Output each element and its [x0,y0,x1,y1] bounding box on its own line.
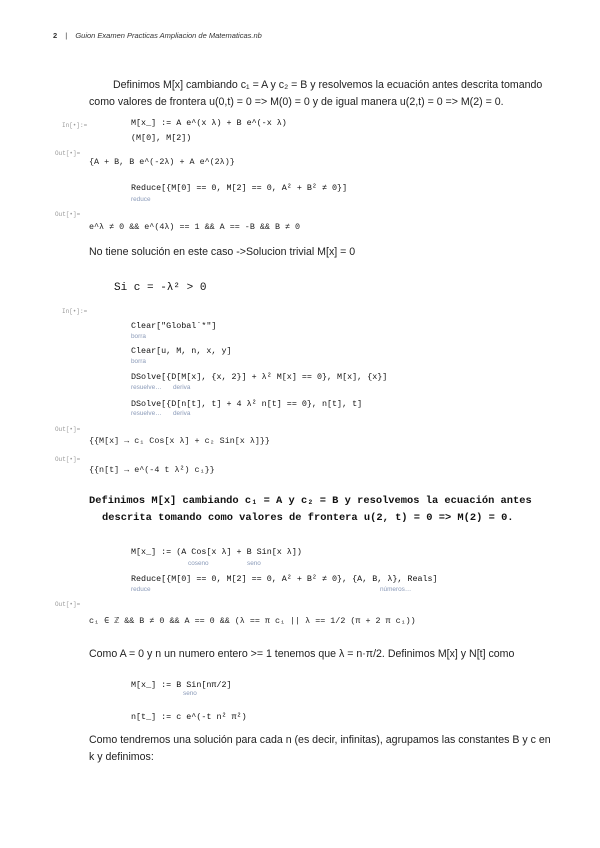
code-line[interactable]: DSolve[{D[n[t], t] + 4 λ² n[t] == 0}, n[t], t] [131,399,363,409]
code-line[interactable]: Reduce[{M[0] == 0, M[2] == 0, A² + B² ≠ 0}, {A, B, λ}, Reals] [131,574,438,584]
code-comment: borra [131,333,146,340]
code-comment: seno [247,560,261,567]
notebook-title: Guion Examen Practicas Ampliacion de Matematicas.nb [75,31,262,40]
header-separator: | [65,31,68,40]
code-comment: números… [380,586,412,593]
paragraph-line: Como tendremos una solución para cada n (es decir, infinitas), agrupamos las constantes B y c en [89,734,551,746]
output-expression: {{M[x] → c₁ Cos[x λ] + c₂ Sin[x λ]}} [89,436,270,446]
code-line[interactable]: M[x_] := (A Cos[x λ] + B Sin[x λ]) [131,547,302,557]
paragraph-line: k y definimos: [89,751,154,763]
code-line[interactable]: Reduce[{M[0] == 0, M[2] == 0, A² + B² ≠ 0}] [131,183,348,193]
code-line[interactable]: n[t_] := c e^(-t n² π²) [131,712,247,722]
code-comment: borra [131,358,146,365]
code-comment: deriva [173,384,191,391]
case-statement: Si c = -λ² > 0 [114,282,207,294]
code-line[interactable]: Clear[u, M, n, x, y] [131,346,232,356]
code-comment: seno [183,690,197,697]
code-comment: reduce [131,586,151,593]
input-label: In[•]:= [62,122,88,129]
paragraph-line: como valores de frontera u(0,t) = 0 => M(0) = 0 y de igual manera u(2,t) = 0 => M(2) = 0. [89,96,504,108]
output-expression: c₁ ∈ ℤ && B ≠ 0 && A == 0 && (λ == π c₁ || λ == 1/2 (π + 2 π c₁)) [89,616,416,626]
code-line[interactable]: M[x_] := B Sin[nπ/2] [131,680,232,690]
paragraph-line: No tiene solución en este caso ->Solucion trivial M[x] = 0 [89,246,356,258]
code-comment: deriva [173,410,191,417]
output-label: Out[•]= [55,456,81,463]
output-label: Out[•]= [55,601,81,608]
output-expression: {{n[t] → e^(-4 t λ²) c₁}} [89,465,215,475]
paragraph-line: Definimos M[x] cambiando c₁ = A y c₂ = B y resolvemos la ecuación antes descrita tomando [113,79,543,91]
input-label: In[•]:= [62,308,88,315]
code-comment: reduce [131,196,151,203]
output-label: Out[•]= [55,211,81,218]
output-expression: e^λ ≠ 0 && e^(4λ) == 1 && A == -B && B ≠ 0 [89,222,301,232]
code-line[interactable]: M[x_] := A e^(x λ) + B e^(-x λ) [131,118,287,128]
section-text: Definimos M[x] cambiando c₁ = A y c₂ = B y resolvemos la ecuación antes [89,495,532,507]
output-label: Out[•]= [55,150,81,157]
page-number: 2 [53,31,58,40]
output-label: Out[•]= [55,426,81,433]
page-header [53,31,262,40]
code-line[interactable]: DSolve[{D[M[x], {x, 2}] + λ² M[x] == 0}, M[x], {x}] [131,372,388,382]
code-comment: resuelve… [131,384,162,391]
code-line[interactable]: (M[0], M[2]) [131,133,192,143]
output-expression: {A + B, B e^(-2λ) + A e^(2λ)} [89,157,235,167]
code-line[interactable]: Clear["Global`*"] [131,321,217,331]
section-text: descrita tomando como valores de frontera u(2, t) = 0 => M(2) = 0. [102,512,514,524]
code-comment: coseno [188,560,209,567]
code-comment: resuelve… [131,410,162,417]
paragraph-line: Como A = 0 y n un numero entero >= 1 tenemos que λ = n·π/2. Definimos M[x] y N[t] como [89,648,515,660]
